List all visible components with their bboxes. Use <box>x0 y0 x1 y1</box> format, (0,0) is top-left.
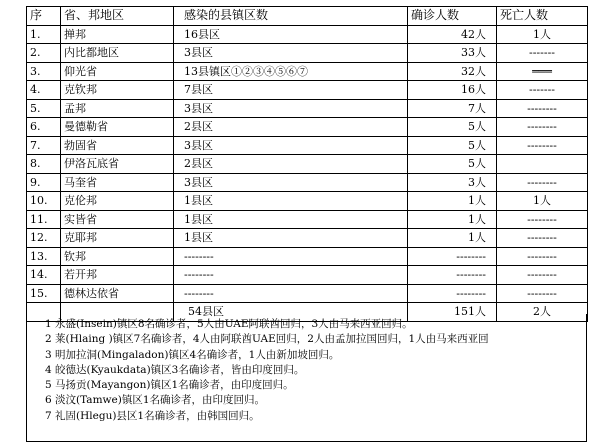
region-name: 曼德勒省 <box>61 118 174 137</box>
deaths: 1人 <box>497 25 588 44</box>
row-number: 15. <box>27 284 61 303</box>
region-name: 若开邦 <box>61 266 174 285</box>
deaths: -------- <box>497 266 588 285</box>
deaths: -------- <box>497 99 588 118</box>
table-row <box>27 229 588 248</box>
townships-infected: 3县区 <box>174 173 408 192</box>
townships-infected: 3县区 <box>174 136 408 155</box>
townships-infected: 3县区 <box>174 44 408 63</box>
row-number: 3. <box>27 62 61 81</box>
footnotes <box>26 314 587 442</box>
townships-infected: 1县区 <box>174 210 408 229</box>
row-number: 6. <box>27 118 61 137</box>
deaths: 2人 <box>497 303 588 322</box>
table-row <box>27 118 588 137</box>
footnote-line: 1 永盛(Insein)镇区8名确诊者，5人由UAE阿联酋回归，3人由马来西亚回归。 <box>45 318 413 330</box>
confirmed-cases: 33人 <box>408 44 497 63</box>
deaths: -------- <box>497 173 588 192</box>
region-name: 德林达依省 <box>61 284 174 303</box>
footnote-line: 6 淡汶(Tamwe)镇区1名确诊者，由印度回归。 <box>45 394 265 407</box>
confirmed-cases: 1人 <box>408 192 497 211</box>
confirmed-cases: 32人 <box>408 62 497 81</box>
deaths: 1人 <box>497 192 588 211</box>
header-row-number: 序 <box>27 7 61 26</box>
townships-infected: -------- <box>174 266 408 285</box>
table-row <box>27 25 588 44</box>
confirmed-cases: 151人 <box>408 303 497 322</box>
confirmed-cases: 42人 <box>408 25 497 44</box>
row-number: 2. <box>27 44 61 63</box>
deaths: -------- <box>497 247 588 266</box>
region-name: 伊洛瓦底省 <box>61 155 174 174</box>
townships-infected: 3县区 <box>174 99 408 118</box>
footnote-line: 7 礼固(Hlegu)县区1名确诊者，由韩国回归。 <box>45 409 260 422</box>
region-name: 实皆省 <box>61 210 174 229</box>
townships-infected: 7县区 <box>174 81 408 100</box>
header-region-name: 省、邦地区 <box>61 7 174 26</box>
row-number: 5. <box>27 99 61 118</box>
covid-cases-table <box>26 6 588 322</box>
row-number: 14. <box>27 266 61 285</box>
deaths: ------- <box>497 44 588 63</box>
table-row <box>27 155 588 174</box>
row-number: 13. <box>27 247 61 266</box>
table-row <box>27 210 588 229</box>
region-name: 仰光省 <box>61 62 174 81</box>
row-number: 8. <box>27 155 61 174</box>
townships-infected: 1县区 <box>174 229 408 248</box>
table-row <box>27 247 588 266</box>
deaths: -------- <box>497 284 588 303</box>
confirmed-cases: 16人 <box>408 81 497 100</box>
row-number: 7. <box>27 136 61 155</box>
deaths: -------- <box>497 210 588 229</box>
table-header-row <box>27 7 588 26</box>
confirmed-cases: 3人 <box>408 173 497 192</box>
region-name: 马奎省 <box>61 173 174 192</box>
region-name: 克钦邦 <box>61 81 174 100</box>
footnote-line: 3 明加拉洞(Mingaladon)镇区4名确诊者，1人由新加坡回归。 <box>45 348 340 361</box>
townships-infected: 54县区 <box>174 303 408 322</box>
deaths: ═══ <box>497 62 588 81</box>
confirmed-cases: -------- <box>408 247 497 266</box>
deaths: -------- <box>497 229 588 248</box>
confirmed-cases: -------- <box>408 284 497 303</box>
row-number: 11. <box>27 210 61 229</box>
table-row <box>27 192 588 211</box>
region-name: 钦邦 <box>61 247 174 266</box>
confirmed-cases: -------- <box>408 266 497 285</box>
table-row <box>27 81 588 100</box>
deaths: -------- <box>497 118 588 137</box>
deaths: ------- <box>497 81 588 100</box>
row-number: 12. <box>27 229 61 248</box>
deaths <box>497 155 588 174</box>
townships-infected: 13县镇区①②③④⑤⑥⑦ <box>174 62 408 81</box>
region-name: 掸邦 <box>61 25 174 44</box>
region-name: 克伦邦 <box>61 192 174 211</box>
row-number: 10. <box>27 192 61 211</box>
confirmed-cases: 5人 <box>408 118 497 137</box>
header-townships-infected: 感染的县镇区数 <box>174 7 408 26</box>
region-name: 内比都地区 <box>61 44 174 63</box>
confirmed-cases: 5人 <box>408 136 497 155</box>
table-row <box>27 99 588 118</box>
region-name: 克耶邦 <box>61 229 174 248</box>
table-row <box>27 136 588 155</box>
townships-infected: 16县区 <box>174 25 408 44</box>
region-name: 孟邦 <box>61 99 174 118</box>
deaths: -------- <box>497 136 588 155</box>
table-row <box>27 62 588 81</box>
confirmed-cases: 7人 <box>408 99 497 118</box>
footnote-line: 2 莱(Hlaing )镇区7名确诊者，4人由阿联酋UAE回归，2人由孟加拉国回归，1人由马来西亚回 <box>45 333 489 346</box>
region-name: 勃固省 <box>61 136 174 155</box>
confirmed-cases: 5人 <box>408 155 497 174</box>
townships-infected: 2县区 <box>174 155 408 174</box>
footnote-line: 5 马扬贡(Mayangon)镇区1名确诊者，由印度回归。 <box>45 379 294 392</box>
townships-infected: -------- <box>174 284 408 303</box>
townships-infected: 1县区 <box>174 192 408 211</box>
row-number: 9. <box>27 173 61 192</box>
row-number: 4. <box>27 81 61 100</box>
table-row <box>27 266 588 285</box>
header-confirmed-cases: 确诊人数 <box>408 7 497 26</box>
townships-infected: 2县区 <box>174 118 408 137</box>
confirmed-cases: 1人 <box>408 210 497 229</box>
townships-infected: -------- <box>174 247 408 266</box>
table-row <box>27 44 588 63</box>
table-row <box>27 173 588 192</box>
row-number: 1. <box>27 25 61 44</box>
table-row <box>27 284 588 303</box>
header-deaths: 死亡人数 <box>497 7 588 26</box>
footnote-line: 4 皎德达(Kyaukdata)镇区3名确诊者，皆由印度回归。 <box>45 363 305 376</box>
confirmed-cases: 1人 <box>408 229 497 248</box>
